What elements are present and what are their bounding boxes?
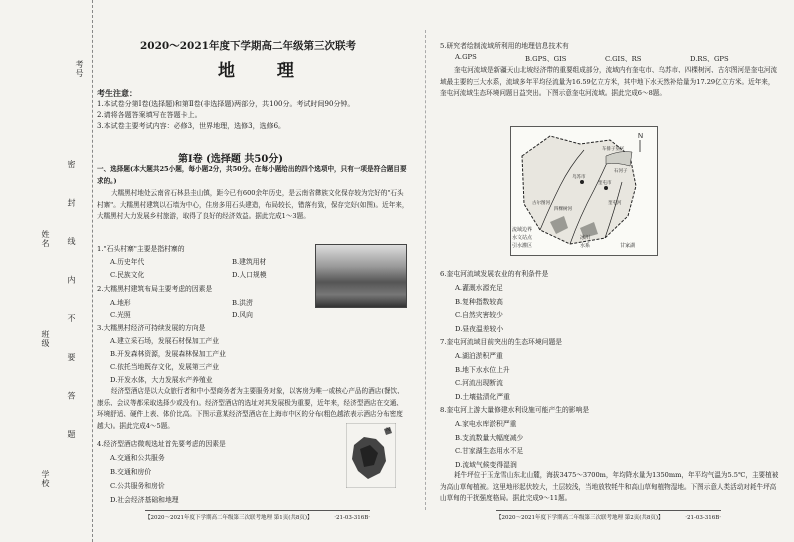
- svg-text:N: N: [638, 133, 644, 140]
- footer-left-text: 【2020～2021年度下学期高二年级第三次联考地理 第1页(共8页)】: [145, 515, 313, 521]
- map-label-wusu: 乌苏市: [572, 175, 586, 180]
- q5-option-d[interactable]: D.RS、GPS: [690, 55, 729, 63]
- section-instruction: 一、选择题(本大题共25小题，每小题2分，共50分。在每小题给出的四个选项中，只有一项是符合题目要求的。): [97, 165, 407, 185]
- footer-left: [145, 510, 370, 521]
- village-photo: [315, 244, 407, 308]
- page-divider: [425, 30, 426, 510]
- question-7-stem: 7.奎屯河流域目前突出的生态环境问题是: [440, 338, 563, 346]
- notice-item: 3.本试卷主要考试内容：必修3，世界地理，选修3，选修6。: [97, 122, 286, 130]
- question-2-stem: 2.大糯黑村建筑布局主要考虑的因素是: [97, 285, 213, 293]
- q1-option-d[interactable]: D.人口规模: [232, 271, 267, 279]
- q1-option-b[interactable]: B.建筑用材: [232, 258, 267, 266]
- q8-option-a[interactable]: A.家电水库淤积严重: [455, 420, 517, 428]
- q7-option-d[interactable]: D.土壤盐渍化严重: [455, 393, 510, 401]
- q3-option-c[interactable]: C.依托当地既存文化，发展第三产业: [110, 363, 220, 371]
- name-label: 姓名: [41, 230, 50, 248]
- q2-option-d[interactable]: D.风向: [232, 311, 253, 319]
- legend-ganjia-lake: 甘家湖: [620, 243, 636, 249]
- q4-option-c[interactable]: C.公共服务和房价: [110, 482, 165, 490]
- passage-3: 奎屯河流域是新疆天山北坡经济带的重要组成部分，流域内有奎屯市、乌苏市、四棵树河、古尔图河是奎屯河流域最主要的三大水系，流域多年平均径流量为16.59亿立方米，其中地下水天然补给量为17.29亿立方米。近年来，奎屯河流域生态环境问题日益突出。下图示意奎屯河流域。据此完成6～8题。: [440, 66, 778, 97]
- notice-heading: 考生注意：: [97, 88, 137, 98]
- q6-option-a[interactable]: A.灌溉水源充足: [455, 284, 503, 292]
- passage-1: 大糯黑村地处云南省石林县圭山镇，距今已有600余年历史，是云南省彝族文化保存较为完好的"石头村寨"。大糯黑村建筑以石墙为中心，住房多用石头建造，布局较长，错落有致，保存完好(如图)。近年来，大糯黑村大力发展乡村旅游，取得了良好的经济效益。据此完成1～3题。: [97, 189, 409, 220]
- legend-river: 水系: [580, 243, 591, 249]
- q7-option-c[interactable]: C.河流出现断流: [455, 379, 503, 387]
- passage-2: 经济型酒店是以大众旅行者和中小型商务者为主要服务对象，以客房为唯一或核心产品的酒店(餐饮、康乐、会议等都采取选择少或没有)。经济型酒店的选址对其发展极为重要，近年来，经济型酒店在交通、环境舒适、硬件上表、体价比高。下图示意某经济型酒店在上海市中区的分布(粗色越浓表示酒店分布密度越大)。据此完成4～5题。: [97, 387, 404, 430]
- q1-option-a[interactable]: A.历史年代: [110, 258, 145, 266]
- q4-option-d[interactable]: D.社会经济基础和地理: [110, 496, 179, 504]
- footer-right: [496, 510, 721, 521]
- legend-irrigation: 引水灌区: [512, 243, 533, 249]
- map-legend-left: [512, 226, 532, 250]
- q6-option-d[interactable]: D.昼夜温差较小: [455, 325, 504, 333]
- exam-notice: [97, 88, 407, 132]
- svg-text:N: N: [386, 427, 391, 433]
- q4-option-b[interactable]: B.交通和房价: [110, 468, 152, 476]
- subject-title: 地 理: [218, 61, 312, 81]
- map-label-chepaizi: 车排子垦区: [602, 147, 625, 152]
- q7-option-b[interactable]: B.地下水水位上升: [455, 366, 510, 374]
- notice-item: 2.请将各题答案填写在答题卡上。: [97, 111, 202, 119]
- map-label-gurtu: 古尔图河: [532, 201, 550, 206]
- q2-option-b[interactable]: B.洪涝: [232, 299, 253, 307]
- part1-title: 第Ⅰ卷 (选择题 共50分): [178, 154, 284, 165]
- q8-option-b[interactable]: B.支流数量大幅度减少: [455, 434, 524, 442]
- q2-option-a[interactable]: A.地形: [110, 299, 131, 307]
- legend-hydro-station: 水文站点: [512, 235, 533, 241]
- map-label-kuitun-city: 奎屯市: [598, 181, 612, 186]
- seal-line-text: 密 封 线 内 不 要 答 题: [67, 160, 76, 452]
- notice-item: 1.本试卷分第Ⅰ卷(选择题)和第Ⅱ卷(非选择题)两部分，共100分。考试时间90分钟。: [97, 100, 355, 108]
- q2-option-c[interactable]: C.光照: [110, 311, 131, 319]
- q8-option-c[interactable]: C.甘家湖生态用水不足: [455, 447, 524, 455]
- q3-option-b[interactable]: B.开发森林资源，发展森林保加工产业: [110, 350, 226, 358]
- footer-right-code: ·21-03-316B·: [685, 515, 722, 521]
- q6-option-c[interactable]: C.自然灾害较少: [455, 311, 503, 319]
- question-6-stem: 6.奎屯河流域发展农业的有利条件是: [440, 270, 549, 278]
- class-label: 班级: [41, 330, 50, 348]
- school-label: 学校: [41, 470, 50, 488]
- q3-option-d[interactable]: D.开发水体，大力发展水产养殖业: [110, 376, 213, 384]
- legend-glacier: 冰川: [580, 235, 591, 241]
- exam-title: 2020～2021年度下学期高二年级第三次联考: [140, 40, 356, 52]
- q4-option-a[interactable]: A.交通和公共服务: [110, 454, 165, 462]
- map-legend-right: [580, 234, 590, 250]
- q6-option-b[interactable]: B.复种指数较高: [455, 298, 503, 306]
- q5-option-c[interactable]: C.GIS、RS: [605, 55, 642, 63]
- legend-basin-boundary: 流域边界: [512, 227, 533, 233]
- question-1-stem: 1."石头村寨"主要是指村寨的: [97, 245, 185, 253]
- footer-right-text: 【2020～2021年度下学期高二年级第三次联考地理 第2页(共8页)】: [496, 515, 664, 521]
- question-4-stem: 4.经济型酒店微观选址首先要考虑的因素是: [97, 440, 226, 448]
- exam-number-label: 考号: [75, 60, 84, 78]
- question-3-stem: 3.大糯黑村经济可持续发展的方向是: [97, 324, 206, 332]
- map-label-kuitun-river: 奎屯河: [608, 201, 622, 206]
- map-label-shihezi: 石河子: [614, 169, 628, 174]
- binding-margin: [0, 0, 93, 542]
- q5-option-a[interactable]: A.GPS: [455, 53, 477, 61]
- q5-option-b[interactable]: B.GPS、GIS: [525, 55, 567, 63]
- q7-option-a[interactable]: A.湖泊淤积严重: [455, 352, 503, 360]
- q3-option-a[interactable]: A.建立采石场，发展石材保加工产业: [110, 337, 220, 345]
- shanghai-hotel-map: [346, 423, 396, 488]
- map-label-sikeshu: 四棵树河: [554, 207, 572, 212]
- question-8-stem: 8.奎屯河上游大量修建水利设施可能产生的影响是: [440, 406, 590, 414]
- passage-4: 耗牛坪位于玉龙雪山东北山麓，海拔3475～3700m，年均降水量为1350mm，年平均气温为5.5℃，主要植被为高山草甸植被。这里地形起伏较大，土层较浅，当地放牧牦牛和高山草甸植物湿地。下图示意人类活动对耗牛坪高山草甸的干扰强度格局。据此完成9～11题。: [440, 471, 779, 502]
- q1-option-c[interactable]: C.民族文化: [110, 271, 145, 279]
- footer-left-code: ·21-03-316B·: [334, 515, 371, 521]
- q8-option-d[interactable]: D.流域气候变得湿润: [455, 461, 517, 469]
- question-5-stem: 5.研究者绘制流域所利用的地理信息技术有: [440, 42, 569, 50]
